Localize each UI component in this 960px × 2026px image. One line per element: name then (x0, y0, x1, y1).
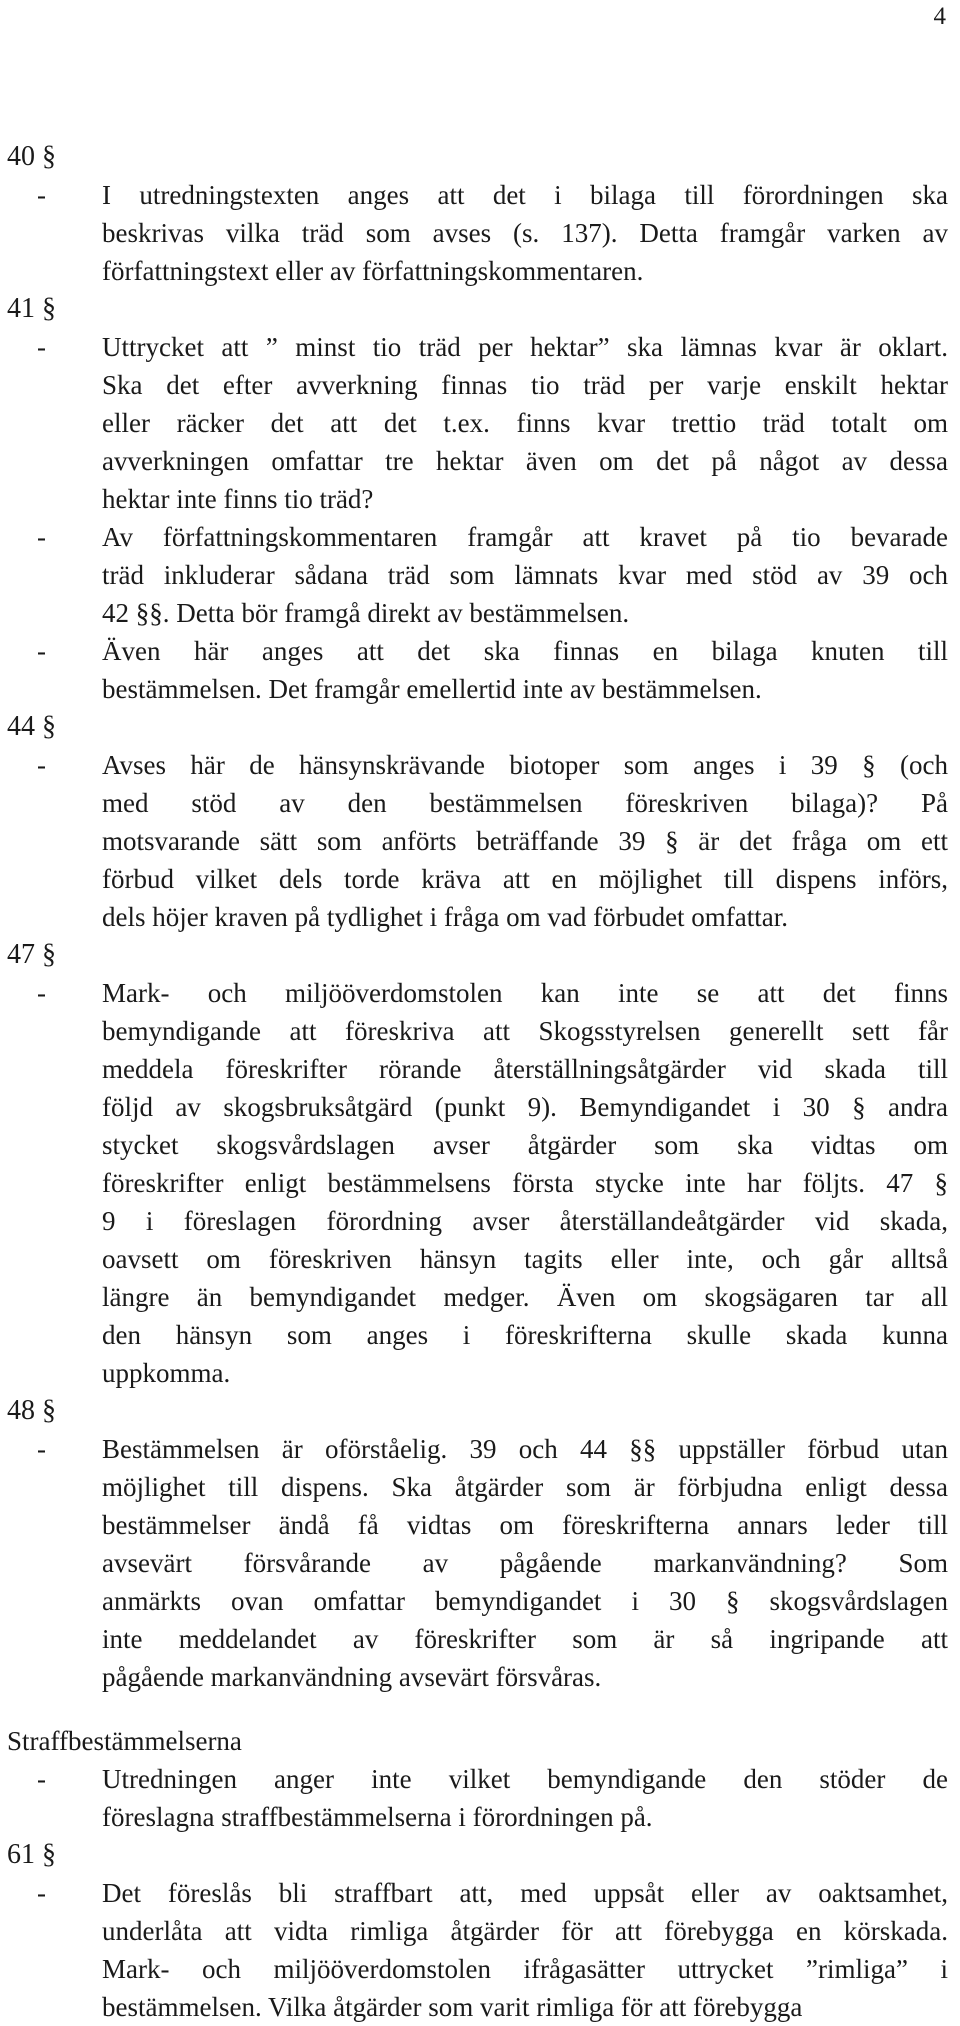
paragraph-line: följd av skogsbruksåtgärd (punkt 9). Bemyndigandet i 30 § andra (102, 1092, 948, 1122)
bullet-dash: - (37, 180, 46, 210)
paragraph-line: avverkningen omfattar tre hektar även om det på något av dessa (102, 446, 948, 476)
paragraph-line: den hänsyn som anges i föreskrifterna skulle skada kunna (102, 1320, 948, 1350)
paragraph-line: förbud vilket dels torde kräva att en möjlighet till dispens införs, (102, 864, 948, 894)
list-item (7, 176, 948, 290)
bullet-dash: - (37, 522, 46, 552)
paragraph-line: Uttrycket att ” minst tio träd per hektar” ska lämnas kvar är oklart. (102, 332, 948, 362)
paragraph-line: dels höjer kraven på tydlighet i fråga om vad förbudet omfattar. (102, 902, 789, 932)
list-item (7, 1430, 948, 1696)
paragraph-line: Mark- och miljööverdomstolen ifrågasätter uttrycket ”rimliga” i (102, 1954, 948, 1984)
paragraph-line: anmärkts ovan omfattar bemyndigandet i 30 § skogsvårdslagen (102, 1586, 948, 1616)
list-item (7, 746, 948, 936)
paragraph-line: I utredningstexten anges att det i bilaga till förordningen ska (102, 180, 948, 210)
subheading: Straffbestämmelserna (7, 1726, 242, 1756)
paragraph-line: med stöd av den bestämmelsen föreskriven bilaga)? På (102, 788, 948, 818)
bullet-dash: - (37, 332, 46, 362)
document-body (7, 138, 948, 2026)
paragraph-line: möjlighet till dispens. Ska åtgärder som är förbjudna enligt dessa (102, 1472, 948, 1502)
list-item (7, 518, 948, 632)
bullet-dash: - (37, 978, 46, 1008)
bullet-dash: - (37, 1434, 46, 1464)
paragraph-line: 9 i föreslagen förordning avser återställandeåtgärder vid skada, (102, 1206, 948, 1236)
list-item (7, 328, 948, 518)
paragraph-line: underlåta att vidta rimliga åtgärder för att förebygga en körskada. (102, 1916, 948, 1946)
paragraph-line: oavsett om föreskriven hänsyn tagits eller inte, och går alltså (102, 1244, 948, 1274)
paragraph-line: föreskrifter enligt bestämmelsens första stycke inte har följts. 47 § (102, 1168, 948, 1198)
paragraph-line: motsvarande sätt som anförts beträffande 39 § är det fråga om ett (102, 826, 948, 856)
paragraph-line: avsevärt försvårande av pågående markanvändning? Som (102, 1548, 948, 1578)
paragraph-line: Utredningen anger inte vilket bemyndigande den stöder de (102, 1764, 948, 1794)
paragraph-line: Även här anges att det ska finnas en bilaga knuten till (102, 636, 948, 666)
paragraph-line: Avses här de hänsynskrävande biotoper som anges i 39 § (och (102, 750, 948, 780)
section-heading: 48 § (7, 1395, 56, 1426)
list-item (7, 974, 948, 1392)
paragraph-line: bemyndigande att föreskriva att Skogsstyrelsen generellt sett får (102, 1016, 948, 1046)
section-heading: 47 § (7, 939, 56, 970)
bullet-dash: - (37, 750, 46, 780)
bullet-dash: - (37, 1878, 46, 1908)
paragraph-line: längre än bemyndigandet medger. Även om skogsägaren tar all (102, 1282, 948, 1312)
paragraph-line: bestämmelsen. Vilka åtgärder som varit rimliga för att förebygga (102, 1992, 803, 2022)
paragraph-line: bestämmelsen. Det framgår emellertid inte av bestämmelsen. (102, 674, 762, 704)
paragraph-line: meddela föreskrifter rörande återställningsåtgärder vid skada till (102, 1054, 948, 1084)
paragraph-line: Mark- och miljööverdomstolen kan inte se att det finns (102, 978, 948, 1008)
paragraph-line: 42 §§. Detta bör framgå direkt av bestämmelsen. (102, 598, 630, 628)
paragraph-line: Ska det efter avverkning finnas tio träd per varje enskilt hektar (102, 370, 948, 400)
paragraph-line: inte meddelandet av föreskrifter som är så ingripande att (102, 1624, 948, 1654)
list-item (7, 1760, 948, 1836)
paragraph-line: Av författningskommentaren framgår att kravet på tio bevarade (102, 522, 948, 552)
paragraph-line: träd inkluderar sådana träd som lämnats kvar med stöd av 39 och (102, 560, 948, 590)
paragraph-line: författningstext eller av författningskommentaren. (102, 256, 644, 286)
bullet-dash: - (37, 636, 46, 666)
section-heading: 40 § (7, 141, 56, 172)
paragraph-line: uppkomma. (102, 1358, 231, 1388)
list-item (7, 1874, 948, 2026)
paragraph-line: eller räcker det att det t.ex. finns kvar trettio träd totalt om (102, 408, 948, 438)
bullet-dash: - (37, 1764, 46, 1794)
list-item (7, 632, 948, 708)
section-heading: 44 § (7, 711, 56, 742)
paragraph-line: beskrivas vilka träd som avses (s. 137). Detta framgår varken av (102, 218, 948, 248)
paragraph-line: pågående markanvändning avsevärt försvåras. (102, 1662, 602, 1692)
paragraph-line: stycket skogsvårdslagen avser åtgärder som ska vidtas om (102, 1130, 948, 1160)
paragraph-line: hektar inte finns tio träd? (102, 484, 374, 514)
paragraph-line: föreslagna straffbestämmelserna i förordningen på. (102, 1802, 653, 1832)
paragraph-line: Bestämmelsen är oförståelig. 39 och 44 §§ uppställer förbud utan (102, 1434, 948, 1464)
section-heading: 41 § (7, 293, 56, 324)
paragraph-line: bestämmelser ändå få vidtas om föreskrifterna annars leder till (102, 1510, 948, 1540)
paragraph-line: Det föreslås bli straffbart att, med uppsåt eller av oaktsamhet, (102, 1878, 948, 1908)
section-heading: 61 § (7, 1839, 56, 1870)
page-number: 4 (933, 3, 946, 30)
